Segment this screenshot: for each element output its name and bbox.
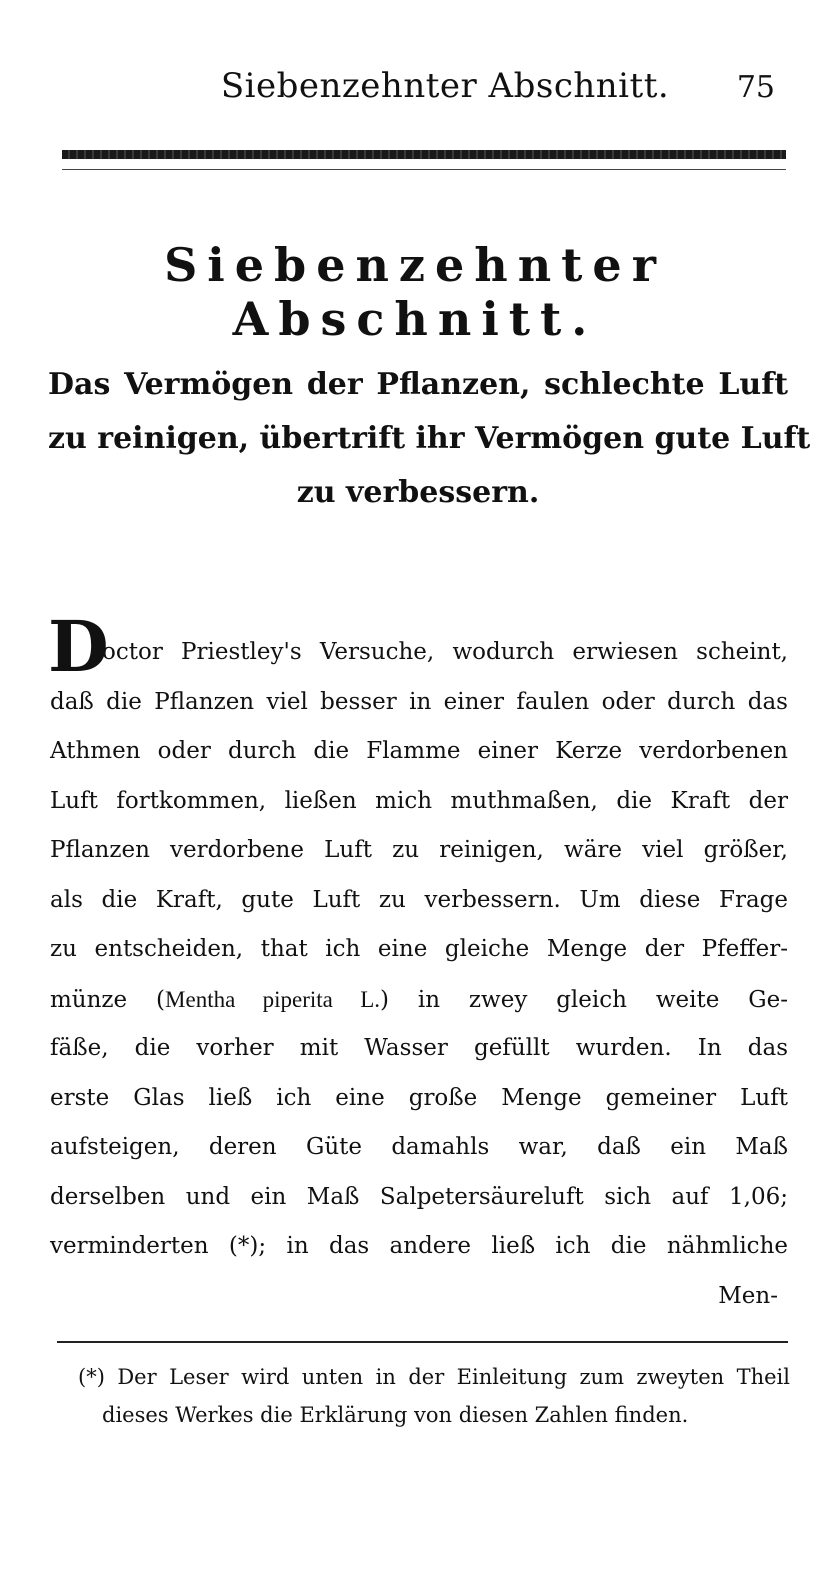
text-line: daß die Pflanzen viel besser in einer faulen oder durch das xyxy=(50,688,788,715)
page-number: 75 xyxy=(736,70,775,105)
text-line xyxy=(50,975,788,1025)
ornamental-rule xyxy=(62,150,786,159)
footnote-line: (*) Der Leser wird unten in der Einleitung zum zweyten Theil xyxy=(78,1365,790,1389)
footnote-line: dieses Werkes die Erklärung von diesen Zahlen finden. xyxy=(102,1403,689,1427)
text-segment: münze ( xyxy=(50,986,166,1013)
text-line: erste Glas ließ ich eine große Menge gemeiner Luft xyxy=(50,1084,788,1111)
subtitle-line: Das Vermögen der Pflanzen, schlechte Luft xyxy=(48,367,788,402)
text-line: derselben und ein Maß Salpetersäureluft sich auf 1,06; xyxy=(50,1183,788,1210)
latin-species-name: Mentha piperita L. xyxy=(165,986,380,1012)
drop-cap: D xyxy=(48,605,109,688)
footnote xyxy=(78,1358,790,1434)
text-line: als die Kraft, gute Luft zu verbessern. Um diese Frage xyxy=(50,886,788,913)
subtitle-line: zu verbessern. xyxy=(296,475,540,510)
chapter-subtitle xyxy=(48,358,811,520)
text-line: fäße, die vorher mit Wasser gefüllt wurden. In das xyxy=(50,1035,788,1061)
text-line: verminderten (*); in das andere ließ ich die nähmliche xyxy=(50,1233,788,1259)
text-segment: ) in zwey gleich weite Ge- xyxy=(380,986,788,1013)
thin-rule xyxy=(62,169,786,170)
chapter-heading: Siebenzehnter Abschnitt. xyxy=(164,238,666,346)
running-title: Siebenzehnter Abschnitt. xyxy=(220,66,670,106)
catchword: Men- xyxy=(718,1282,778,1309)
running-head xyxy=(60,62,785,112)
subtitle-line: zu reinigen, übertrift ihr Vermögen gute Luft xyxy=(48,421,811,456)
footnote-rule xyxy=(57,1341,788,1343)
text-line: Pflanzen verdorbene Luft zu reinigen, wäre viel größer, xyxy=(50,837,788,863)
text-line: zu entscheiden, that ich eine gleiche Menge der Pfeffer- xyxy=(50,936,788,962)
text-line: Luft fortkommen, ließen mich muthmaßen, die Kraft der xyxy=(50,787,788,814)
body-paragraph xyxy=(50,628,788,1321)
text-line: aufsteigen, deren Güte damahls war, daß ein Maß xyxy=(50,1134,788,1160)
text-line: octor Priestley's Versuche, wodurch erwiesen scheint, xyxy=(102,639,788,665)
text-line: Athmen oder durch die Flamme einer Kerze verdorbenen xyxy=(50,738,788,764)
